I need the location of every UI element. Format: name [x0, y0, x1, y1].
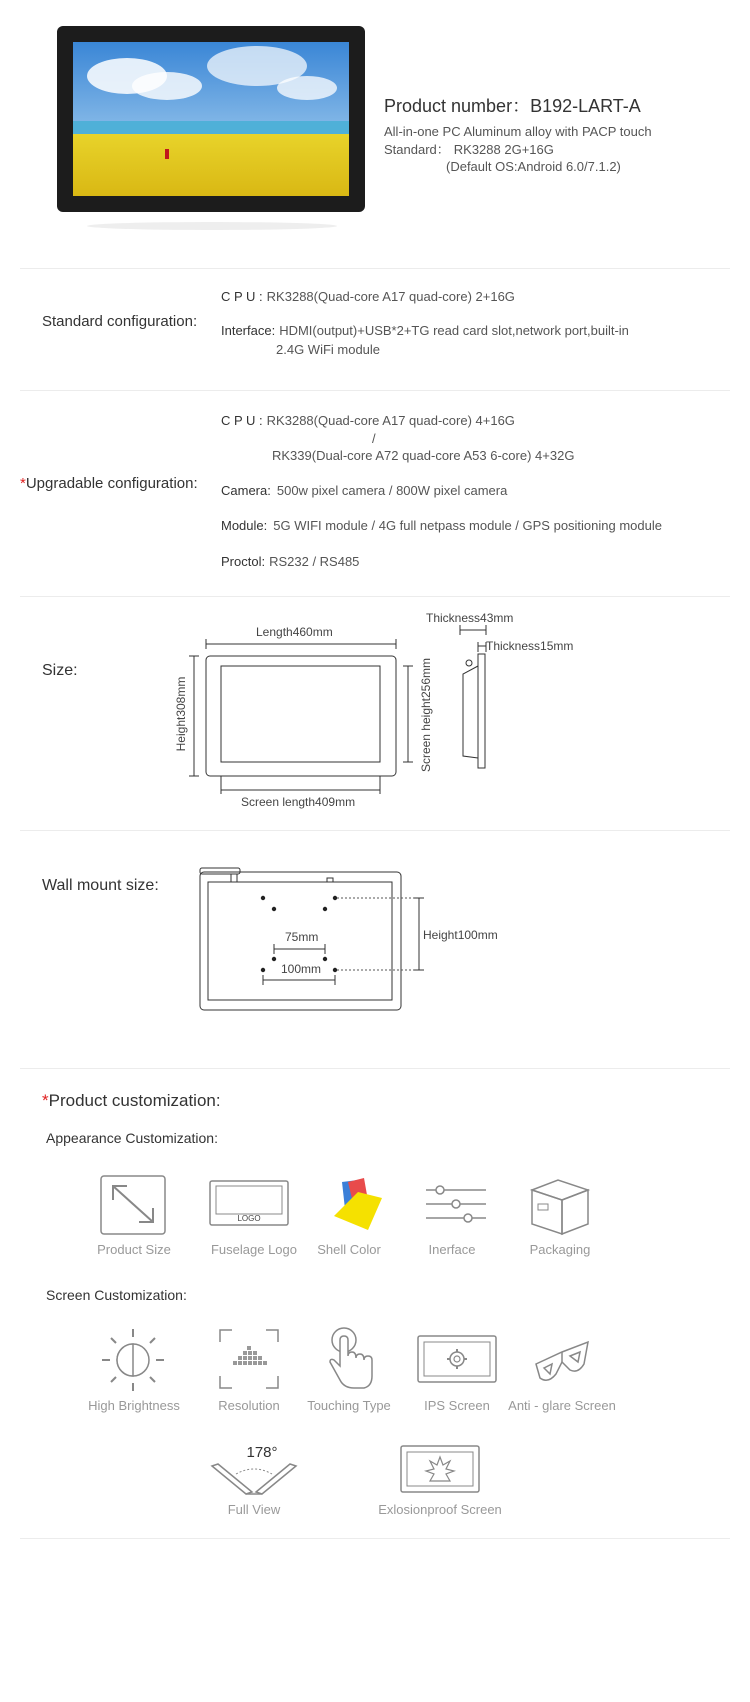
product-number-value: B192-LART-A [530, 96, 641, 116]
box-icon [528, 1174, 592, 1238]
appearance-label-shell-color: Shell Color [317, 1242, 381, 1257]
product-os: (Default OS:Android 6.0/7.1.2) [446, 159, 621, 174]
wall-mount-diagram [195, 864, 515, 1014]
appearance-label-product-size: Product Size [97, 1242, 171, 1257]
logo-monitor-icon [209, 1180, 289, 1228]
cpu-label: C P U : [221, 413, 263, 428]
product-image [57, 26, 365, 212]
divider [20, 1068, 730, 1069]
ips-screen-icon [417, 1335, 497, 1383]
divider [20, 830, 730, 831]
wall-mount-title: Wall mount size: [42, 877, 159, 894]
customization-title [42, 1091, 221, 1111]
logo-text: LOGO [237, 1214, 261, 1223]
resize-arrow-icon [99, 1174, 167, 1236]
module-label: Module: [221, 518, 268, 533]
screen-height-label: Screen height256mm [419, 657, 433, 773]
interface-line1: HDMI(output)+USB*2+TG read card slot,network port,built-in [279, 323, 629, 338]
explosion-screen-icon [400, 1445, 480, 1493]
upgradable-title-text: Upgradable configuration: [25, 475, 198, 492]
wall-outer-label: 100mm [281, 962, 322, 976]
screen-label-full-view: Full View [227, 1502, 281, 1517]
screen-label-anti-glare: Anti - glare Screen [508, 1398, 616, 1413]
proctol-label: Proctol: [221, 554, 266, 569]
appearance-title: Appearance Customization: [46, 1130, 218, 1146]
upgradable-module [221, 516, 662, 535]
view-angle-label: 178° [246, 1444, 278, 1461]
appearance-label-inerface: Inerface [428, 1242, 476, 1257]
product-desc: All-in-one PC Aluminum alloy with PACP touch [384, 124, 652, 139]
upgradable-config-title [20, 475, 198, 492]
sliders-icon [424, 1184, 488, 1226]
standard-config-title: Standard configuration: [42, 313, 198, 330]
appearance-label-fuselage-logo: Fuselage Logo [210, 1242, 297, 1257]
standard-interface [221, 321, 629, 340]
cpu-value-2: RK339(Dual-core A72 quad-core A53 6-core) 4+32G [272, 448, 575, 463]
interface-label: Interface: [221, 323, 276, 338]
module-value: 5G WIFI module / 4G full netpass module / GPS positioning module [273, 518, 662, 533]
camera-label: Camera: [221, 483, 271, 498]
upgradable-proctol [221, 552, 359, 571]
cpu-value: RK3288(Quad-core A17 quad-core) 2+16G [266, 289, 515, 304]
divider [20, 596, 730, 597]
divider [20, 390, 730, 391]
wall-height-label: Height100mm [423, 928, 498, 942]
resolution-icon [218, 1328, 280, 1390]
hand-touch-icon [324, 1326, 376, 1392]
product-number [384, 92, 641, 118]
standard-cpu [221, 287, 515, 306]
standard-label: Standard： [384, 142, 450, 157]
screen-label-explosionproof: Exlosionproof Screen [378, 1502, 502, 1517]
appearance-label-packaging: Packaging [529, 1242, 591, 1257]
upgradable-cpu [221, 411, 515, 430]
cpu-label: C P U : [221, 289, 263, 304]
wall-inner-label: 75mm [285, 930, 319, 944]
divider [20, 1538, 730, 1539]
interface-line2: 2.4G WiFi module [276, 342, 381, 357]
camera-value: 500w pixel camera / 800W pixel camera [276, 483, 508, 498]
proctol-value: RS232 / RS485 [269, 554, 360, 569]
sun-icon [100, 1327, 166, 1393]
divider [20, 268, 730, 269]
viewing-angle-icon [208, 1462, 300, 1498]
standard-value: RK3288 2G+16G [453, 142, 554, 157]
required-star: * [20, 475, 26, 492]
customization-title-text: Product customization: [48, 1091, 221, 1110]
screen-label-high-brightness: High Brightness [88, 1398, 180, 1413]
glasses-icon [532, 1334, 592, 1390]
color-swatch-icon [328, 1176, 388, 1234]
thickness-label: Thickness43mm [426, 611, 514, 625]
size-title: Size: [42, 662, 78, 679]
size-diagram [160, 606, 620, 814]
cpu-separator: / [372, 431, 376, 446]
screen-title: Screen Customization: [46, 1287, 187, 1303]
screen-label-resolution: Resolution [218, 1398, 280, 1413]
cpu-value-1: RK3288(Quad-core A17 quad-core) 4+16G [266, 413, 515, 428]
screen-label-touching-type: Touching Type [307, 1398, 391, 1413]
screen-label-ips-screen: IPS Screen [424, 1398, 490, 1413]
length-label: Length460mm [256, 625, 333, 639]
height-label: Height308mm [174, 676, 188, 752]
thickness-edge-label: Thickness15mm [486, 639, 574, 653]
upgradable-camera [221, 481, 507, 500]
product-number-label: Product number： [384, 96, 531, 116]
screen-length-label: Screen length409mm [241, 795, 356, 809]
required-star: * [42, 1091, 49, 1110]
